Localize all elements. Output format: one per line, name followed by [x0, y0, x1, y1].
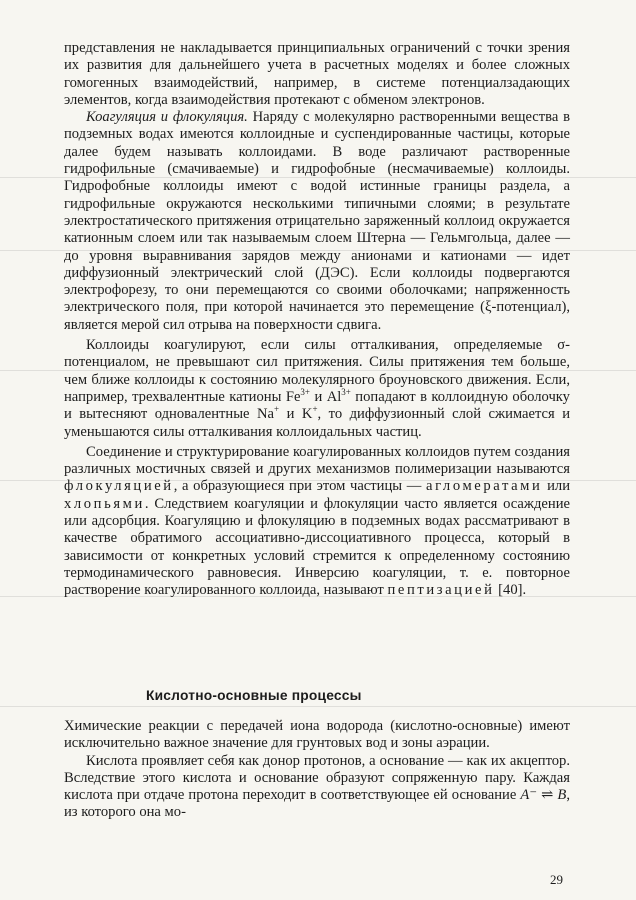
- italic-subheading: Коагуляция и флокуляция.: [86, 109, 248, 126]
- ion-al: [327, 389, 351, 405]
- ion-na-symbol: Na: [257, 406, 275, 423]
- coagulation-text-1: Коллоиды коагулируют, если силы отталкивания, определяемые σ-потенциалом, не превышают сил притяжения. Силы притяжения тем больше, чем ближе коллоиды к состоянию молекулярного броуновского движения. Если, например, трехвалентные катионы: [64, 337, 570, 405]
- body-text-upper: [64, 40, 570, 600]
- ion-k-symbol: K: [301, 406, 313, 423]
- flocculation-text-4: . Следствием коагуляции и флокуляции часто является осаждение или адсорбция. Коагуляцию и флокуляцию в подземных водах рассматривают в качестве обратимого ассоциативно-диссоциативного процесса, который в зависимости от конкретных условий стремится к определенному состоянию термодинамического равновесия. Инверсию коагуляции, т. е. повторное растворение коагулированного коллоида, называют: [64, 495, 570, 599]
- conjunction-and: и: [286, 406, 295, 423]
- ion-na: [257, 406, 279, 422]
- coagulation-text-2: попадают в коллоидную оболочку и вытесняют одновалентные: [64, 388, 570, 423]
- ion-k-charge: +: [312, 404, 318, 415]
- ion-al-charge: 3+: [341, 387, 351, 398]
- term-flakes: хлопьями: [64, 495, 145, 512]
- formula-acid-base: A⁻ ⇌ B: [520, 787, 567, 804]
- page-number: 29: [550, 872, 563, 887]
- acid-donor-text: Кислота проявляет себя как донор протонов, а основание — как их акцептор. Вследствие этого кислота и основание образуют сопряженную пару. Каждая кислота при отдаче протона переходит в соответствующее ей основание: [64, 752, 570, 804]
- flocculation-text-1: Соединение и структурирование коагулированных коллоидов путем создания различных мостичных связей и других механизмов полимеризации называются: [64, 443, 570, 478]
- section-heading: Кислотно-основные процессы: [146, 688, 362, 703]
- term-agglomerates: агломератами: [426, 478, 543, 495]
- acid-donor-tail: , из которого она мо-: [64, 787, 570, 821]
- ion-na-charge: +: [274, 404, 280, 415]
- paragraph-acid-donor: [64, 753, 570, 822]
- paragraph-colloids-text: Наряду с молекулярно растворенными вещества в подземных водах имеются коллоидные и суспендированные частицы, которые далее будем называть коллоидами. В воде различают растворенные гидрофильные (смачиваемые) и гидрофобные (несмачиваемые) коллоиды. Гидрофобные коллоиды имеют с водой истинные границы раздела, а гидрофильные окружаются несколькими типичными слоями; в результате электростатического притяжения отрицательно заряженный коллоид окружается катионным слоем или так называемым слоем Штерна — Гельмгольца, далее — до уровня выравнивания зарядов между анионами и катионами — идет диффузионный электрический слой (ДЭС). Если коллоиды подвергаются электрофорезу, то они перемещаются со своими оболочками; напряженность электрического поля, при которой начинается это перемещение (ξ-потенциал), является мерой сил отрыва на поверхности сдвига.: [64, 109, 570, 333]
- conjunction-and: и: [314, 388, 323, 405]
- paragraph-1: представления не накладывается принципиальных ограничений с точки зрения их развития для дальнейшего учета в расчетных моделях и более сложных гомогенных взаимодействий, например, в системе потенциалзадающих элементов, когда взаимодействия протекают с обменом электронов.: [64, 40, 570, 108]
- ion-fe-charge: 3+: [300, 387, 310, 398]
- ion-fe: [286, 389, 310, 405]
- paragraph-colloids: [64, 109, 570, 334]
- ion-k: [302, 406, 318, 422]
- ion-fe-symbol: Fe: [285, 388, 301, 405]
- reference-40: [40].: [498, 582, 527, 599]
- coagulation-text-3: , то диффузионный слой сжимается и уменьшаются силы отталкивания коллоидальных частиц.: [64, 406, 570, 440]
- flocculation-text-3: или: [547, 478, 571, 495]
- ion-al-symbol: Al: [326, 388, 342, 405]
- paragraph-acid-base-intro: Химические реакции с передачей иона водорода (кислотно-основные) имеют исключительно важное значение для грунтовых вод и зоны аэрации.: [64, 718, 570, 752]
- flocculation-text-2: , а образующиеся при этом частицы —: [173, 478, 422, 495]
- term-flocculation: флокуляцией: [64, 478, 174, 495]
- term-peptization: пептизацией: [387, 582, 495, 599]
- paragraph-flocculation: [64, 444, 570, 600]
- body-text-lower: [64, 718, 570, 822]
- paragraph-coagulation: [64, 337, 570, 441]
